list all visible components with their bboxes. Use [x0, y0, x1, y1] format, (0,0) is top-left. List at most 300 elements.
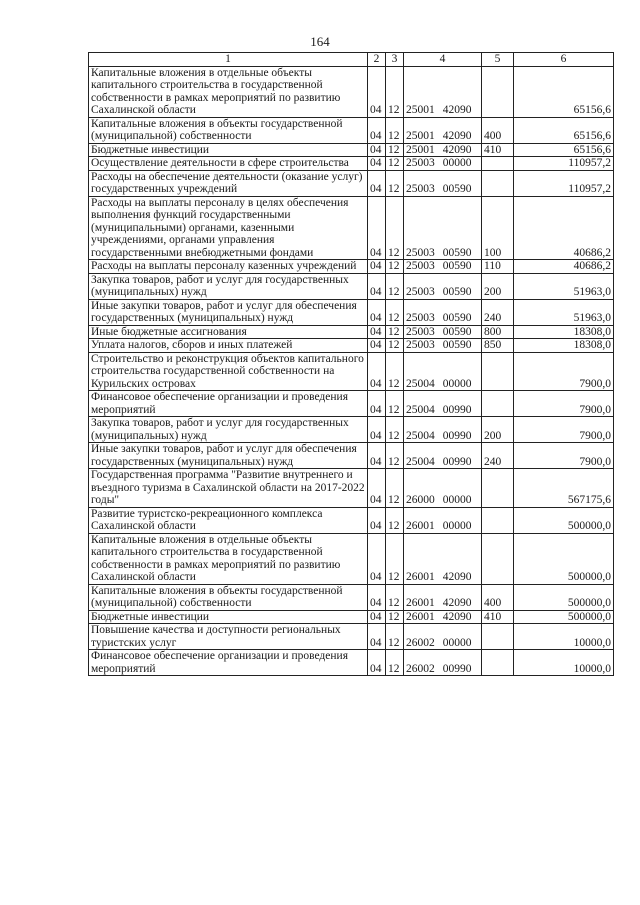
item-name	[89, 650, 368, 676]
table-row	[89, 170, 614, 196]
cell-text-c2: 04	[370, 260, 382, 272]
subsection-code	[386, 469, 404, 508]
table-row	[89, 469, 614, 508]
expense-type-code	[482, 584, 514, 610]
cell-text-dir: 00590	[442, 183, 472, 195]
cell-text-amount: 7900,0	[579, 455, 611, 468]
cell-text-c2: 04	[370, 597, 382, 609]
amount-value	[514, 260, 614, 274]
target-article-code	[404, 143, 482, 157]
item-name	[89, 260, 368, 274]
subsection-code	[386, 352, 404, 391]
cell-text-name: Государственная программа "Развитие внутреннего и въездного туризма в Сахалинской области на 2017-2022 годы"	[91, 469, 365, 506]
target-article-code	[404, 610, 482, 624]
cell-text-c5: 100	[484, 246, 502, 259]
section-code	[368, 443, 386, 469]
expense-type-code	[482, 391, 514, 417]
cell-text-prog: 26001	[406, 597, 435, 609]
item-name	[89, 117, 368, 143]
table-row	[89, 417, 614, 443]
target-article-code	[404, 273, 482, 299]
section-code	[368, 533, 386, 584]
section-code	[368, 352, 386, 391]
table-row	[89, 507, 614, 533]
cell-text-dir: 42090	[442, 130, 472, 142]
cell-text-name: Осуществление деятельности в сфере строительства	[91, 157, 349, 169]
item-name	[89, 391, 368, 417]
subsection-code	[386, 143, 404, 157]
subsection-code	[386, 650, 404, 676]
cell-text-c2: 04	[370, 571, 382, 583]
section-code	[368, 507, 386, 533]
target-article-code	[404, 469, 482, 508]
item-name	[89, 533, 368, 584]
subsection-code	[386, 117, 404, 143]
item-name	[89, 610, 368, 624]
cell-text-amount: 567175,6	[567, 494, 611, 506]
section-code	[368, 584, 386, 610]
expense-type-code	[482, 273, 514, 299]
expense-type-code	[482, 352, 514, 391]
cell-text-dir: 00990	[442, 403, 472, 416]
cell-text-prog: 25003	[406, 339, 435, 351]
cell-text-prog: 25003	[406, 183, 435, 195]
cell-text-dir: 00990	[442, 429, 472, 442]
cell-text-name: Капитальные вложения в объекты государственной (муниципальной) собственности	[91, 117, 343, 142]
expense-type-code	[482, 339, 514, 353]
cell-text-name: Финансовое обеспечение организации и проведения мероприятий	[91, 650, 348, 675]
amount-value	[514, 196, 614, 260]
cell-text-name: Иные бюджетные ассигнования	[91, 325, 247, 338]
cell-text-c5: 850	[484, 339, 502, 351]
cell-text-amount: 18308,0	[573, 339, 611, 351]
amount-value	[514, 299, 614, 325]
cell-text-prog: 25003	[406, 286, 435, 298]
cell-text-c2: 04	[370, 104, 382, 116]
cell-text-prog: 26002	[406, 662, 435, 675]
cell-text-c3: 12	[388, 246, 400, 259]
cell-text-dir: 00590	[442, 246, 472, 259]
cell-text-prog: 25003	[406, 312, 435, 324]
cell-text-dir: 00590	[442, 312, 472, 324]
subsection-code	[386, 157, 404, 171]
cell-text-c2: 04	[370, 246, 382, 259]
cell-text-amount: 500000,0	[567, 520, 611, 532]
cell-text-name: Финансовое обеспечение организации и проведения мероприятий	[91, 391, 348, 416]
target-article-code	[404, 170, 482, 196]
cell-text-dir: 00590	[442, 286, 472, 298]
amount-value	[514, 443, 614, 469]
cell-text-dir: 00000	[442, 157, 472, 169]
cell-text-c2: 04	[370, 130, 382, 142]
cell-text-amount: 18308,0	[573, 325, 611, 338]
section-code	[368, 624, 386, 650]
cell-text-c3: 12	[388, 183, 400, 195]
header-cell: 1	[89, 53, 368, 67]
cell-text-amount: 40686,2	[573, 260, 611, 272]
cell-text-dir: 00000	[442, 377, 472, 390]
cell-text-c2: 04	[370, 377, 382, 390]
cell-text-c3: 12	[388, 571, 400, 583]
section-code	[368, 325, 386, 339]
table-row	[89, 624, 614, 650]
cell-text-name: Иные закупки товаров, работ и услуг для обеспечения государственных (муниципальных) нужд	[91, 299, 357, 324]
cell-text-c2: 04	[370, 143, 382, 156]
cell-text-c2: 04	[370, 403, 382, 416]
table-row	[89, 352, 614, 391]
section-code	[368, 143, 386, 157]
cell-text-c2: 04	[370, 610, 382, 623]
subsection-code	[386, 273, 404, 299]
cell-text-c3: 12	[388, 520, 400, 532]
cell-text-prog: 25001	[406, 143, 435, 156]
header-cell: 6	[514, 53, 614, 67]
expense-type-code	[482, 417, 514, 443]
cell-text-c3: 12	[388, 597, 400, 609]
table-row	[89, 339, 614, 353]
cell-text-dir: 42090	[442, 104, 472, 116]
target-article-code	[404, 66, 482, 117]
table-row	[89, 610, 614, 624]
subsection-code	[386, 391, 404, 417]
section-code	[368, 117, 386, 143]
cell-text-c3: 12	[388, 455, 400, 468]
table-row	[89, 117, 614, 143]
target-article-code	[404, 624, 482, 650]
cell-text-name: Бюджетные инвестиции	[91, 610, 210, 623]
cell-text-c3: 12	[388, 130, 400, 142]
item-name	[89, 584, 368, 610]
table-row	[89, 196, 614, 260]
amount-value	[514, 469, 614, 508]
section-code	[368, 66, 386, 117]
cell-text-c2: 04	[370, 325, 382, 338]
cell-text-prog: 25004	[406, 377, 435, 390]
amount-value	[514, 157, 614, 171]
cell-text-name: Развитие туристско-рекреационного комплекса Сахалинской области	[91, 507, 323, 532]
amount-value	[514, 533, 614, 584]
expense-type-code	[482, 260, 514, 274]
item-name	[89, 66, 368, 117]
target-article-code	[404, 417, 482, 443]
cell-text-amount: 10000,0	[573, 662, 611, 675]
item-name	[89, 339, 368, 353]
cell-text-c2: 04	[370, 339, 382, 351]
cell-text-c2: 04	[370, 286, 382, 298]
cell-text-name: Капитальные вложения в объекты государственной (муниципальной) собственности	[91, 584, 343, 609]
subsection-code	[386, 533, 404, 584]
subsection-code	[386, 196, 404, 260]
cell-text-name: Расходы на выплаты персоналу в целях обеспечения выполнения функций государственными (муниципальными) органами, казенными учреждениями, органами управления государственными внебюджетными фондами	[91, 196, 349, 259]
section-code	[368, 339, 386, 353]
expense-type-code	[482, 299, 514, 325]
amount-value	[514, 170, 614, 196]
target-article-code	[404, 260, 482, 274]
cell-text-name: Расходы на выплаты персоналу казенных учреждений	[91, 260, 357, 272]
cell-text-prog: 25004	[406, 455, 435, 468]
cell-text-dir: 00000	[442, 494, 472, 506]
table-row	[89, 650, 614, 676]
cell-text-name: Капитальные вложения в отдельные объекты капитального строительства в государственной собственности в рамках мероприятий по развитию Сахалинской области	[91, 533, 341, 583]
subsection-code	[386, 325, 404, 339]
cell-text-prog: 26001	[406, 610, 435, 623]
amount-value	[514, 273, 614, 299]
target-article-code	[404, 117, 482, 143]
amount-value	[514, 325, 614, 339]
target-article-code	[404, 325, 482, 339]
cell-text-dir: 00590	[442, 325, 472, 338]
target-article-code	[404, 443, 482, 469]
cell-text-c3: 12	[388, 636, 400, 649]
cell-text-dir: 00990	[442, 662, 472, 675]
cell-text-c3: 12	[388, 286, 400, 298]
target-article-code	[404, 339, 482, 353]
cell-text-c3: 12	[388, 403, 400, 416]
cell-text-c3: 12	[388, 377, 400, 390]
cell-text-c2: 04	[370, 157, 382, 169]
section-code	[368, 196, 386, 260]
cell-text-c2: 04	[370, 636, 382, 649]
section-code	[368, 273, 386, 299]
target-article-code	[404, 584, 482, 610]
cell-text-prog: 26002	[406, 636, 435, 649]
item-name	[89, 624, 368, 650]
cell-text-amount: 500000,0	[567, 571, 611, 583]
table-row	[89, 443, 614, 469]
amount-value	[514, 417, 614, 443]
target-article-code	[404, 157, 482, 171]
header-cell: 5	[482, 53, 514, 67]
cell-text-amount: 7900,0	[579, 403, 611, 416]
cell-text-name: Строительство и реконструкция объектов капитального строительства государственной собственности на Курильских островах	[91, 352, 364, 390]
section-code	[368, 157, 386, 171]
cell-text-c5: 240	[484, 455, 502, 468]
cell-text-dir: 00000	[442, 636, 472, 649]
cell-text-amount: 65156,6	[573, 130, 611, 142]
subsection-code	[386, 443, 404, 469]
amount-value	[514, 584, 614, 610]
cell-text-c5: 800	[484, 325, 502, 338]
item-name	[89, 325, 368, 339]
table-row	[89, 66, 614, 117]
header-cell: 4	[404, 53, 482, 67]
cell-text-amount: 51963,0	[573, 312, 611, 324]
section-code	[368, 299, 386, 325]
cell-text-prog: 25003	[406, 246, 435, 259]
cell-text-prog: 26001	[406, 520, 435, 532]
cell-text-dir: 00590	[442, 339, 472, 351]
cell-text-amount: 7900,0	[579, 377, 611, 390]
table-row	[89, 299, 614, 325]
section-code	[368, 650, 386, 676]
item-name	[89, 352, 368, 391]
cell-text-c5: 410	[484, 143, 502, 156]
cell-text-c3: 12	[388, 312, 400, 324]
table-body	[89, 66, 614, 676]
cell-text-c2: 04	[370, 312, 382, 324]
cell-text-c3: 12	[388, 143, 400, 156]
expense-type-code	[482, 143, 514, 157]
expense-type-code	[482, 66, 514, 117]
cell-text-name: Бюджетные инвестиции	[91, 143, 210, 156]
expense-type-code	[482, 443, 514, 469]
section-code	[368, 391, 386, 417]
item-name	[89, 273, 368, 299]
target-article-code	[404, 507, 482, 533]
cell-text-c3: 12	[388, 494, 400, 506]
cell-text-name: Капитальные вложения в отдельные объекты капитального строительства в государственной собственности в рамках мероприятий по развитию Сахалинской области	[91, 66, 341, 116]
expense-type-code	[482, 610, 514, 624]
cell-text-c5: 200	[484, 286, 502, 298]
cell-text-amount: 110957,2	[568, 157, 611, 169]
item-name	[89, 443, 368, 469]
table-row	[89, 533, 614, 584]
header-cell: 2	[368, 53, 386, 67]
cell-text-dir: 42090	[442, 143, 472, 156]
expense-type-code	[482, 196, 514, 260]
amount-value	[514, 650, 614, 676]
budget-table	[88, 52, 614, 676]
subsection-code	[386, 610, 404, 624]
cell-text-amount: 10000,0	[573, 636, 611, 649]
item-name	[89, 196, 368, 260]
item-name	[89, 507, 368, 533]
target-article-code	[404, 196, 482, 260]
header-row	[89, 53, 614, 67]
amount-value	[514, 117, 614, 143]
item-name	[89, 469, 368, 508]
cell-text-c3: 12	[388, 104, 400, 116]
cell-text-dir: 00000	[442, 520, 472, 532]
cell-text-c3: 12	[388, 662, 400, 675]
cell-text-prog: 25004	[406, 403, 435, 416]
target-article-code	[404, 391, 482, 417]
cell-text-dir: 00990	[442, 455, 472, 468]
cell-text-name: Закупка товаров, работ и услуг для государственных (муниципальных) нужд	[91, 417, 349, 442]
cell-text-dir: 00590	[442, 260, 472, 272]
expense-type-code	[482, 624, 514, 650]
cell-text-amount: 500000,0	[567, 610, 611, 623]
cell-text-prog: 25001	[406, 104, 435, 116]
cell-text-prog: 25003	[406, 260, 435, 272]
subsection-code	[386, 507, 404, 533]
cell-text-amount: 500000,0	[567, 597, 611, 609]
cell-text-c2: 04	[370, 183, 382, 195]
cell-text-prog: 26001	[406, 571, 435, 583]
section-code	[368, 469, 386, 508]
subsection-code	[386, 339, 404, 353]
target-article-code	[404, 299, 482, 325]
amount-value	[514, 624, 614, 650]
cell-text-c2: 04	[370, 494, 382, 506]
section-code	[368, 417, 386, 443]
table-row	[89, 584, 614, 610]
cell-text-c5: 400	[484, 130, 502, 142]
amount-value	[514, 352, 614, 391]
cell-text-dir: 42090	[442, 597, 472, 609]
item-name	[89, 157, 368, 171]
amount-value	[514, 339, 614, 353]
table-row	[89, 325, 614, 339]
table-row	[89, 260, 614, 274]
cell-text-amount: 7900,0	[579, 429, 611, 442]
cell-text-c5: 400	[484, 597, 502, 609]
cell-text-amount: 65156,6	[573, 104, 611, 116]
cell-text-c3: 12	[388, 429, 400, 442]
cell-text-name: Закупка товаров, работ и услуг для государственных (муниципальных) нужд	[91, 273, 349, 298]
table-row	[89, 391, 614, 417]
expense-type-code	[482, 507, 514, 533]
item-name	[89, 143, 368, 157]
cell-text-amount: 40686,2	[573, 246, 611, 259]
cell-text-c5: 110	[484, 260, 501, 272]
cell-text-c3: 12	[388, 325, 400, 338]
cell-text-prog: 25003	[406, 157, 435, 169]
subsection-code	[386, 584, 404, 610]
cell-text-c5: 240	[484, 312, 502, 324]
cell-text-c3: 12	[388, 157, 400, 169]
subsection-code	[386, 66, 404, 117]
expense-type-code	[482, 469, 514, 508]
cell-text-c5: 200	[484, 429, 502, 442]
cell-text-prog: 25004	[406, 429, 435, 442]
subsection-code	[386, 299, 404, 325]
cell-text-c3: 12	[388, 339, 400, 351]
cell-text-name: Расходы на обеспечение деятельности (оказание услуг) государственных учреждений	[91, 170, 363, 195]
cell-text-c3: 12	[388, 610, 400, 623]
amount-value	[514, 66, 614, 117]
cell-text-dir: 42090	[442, 571, 472, 583]
cell-text-name: Уплата налогов, сборов и иных платежей	[91, 339, 293, 351]
cell-text-name: Иные закупки товаров, работ и услуг для обеспечения государственных (муниципальных) нужд	[91, 443, 357, 468]
amount-value	[514, 391, 614, 417]
subsection-code	[386, 260, 404, 274]
cell-text-c3: 12	[388, 260, 400, 272]
target-article-code	[404, 352, 482, 391]
section-code	[368, 170, 386, 196]
target-article-code	[404, 533, 482, 584]
header-cell: 3	[386, 53, 404, 67]
page-number: 164	[310, 34, 330, 49]
item-name	[89, 299, 368, 325]
cell-text-c2: 04	[370, 520, 382, 532]
subsection-code	[386, 417, 404, 443]
cell-text-prog: 25003	[406, 325, 435, 338]
cell-text-c2: 04	[370, 455, 382, 468]
cell-text-prog: 26000	[406, 494, 435, 506]
cell-text-amount: 110957,2	[568, 183, 611, 195]
cell-text-amount: 65156,6	[573, 143, 611, 156]
amount-value	[514, 610, 614, 624]
cell-text-prog: 25001	[406, 130, 435, 142]
table-row	[89, 157, 614, 171]
table-row	[89, 143, 614, 157]
section-code	[368, 610, 386, 624]
section-code	[368, 260, 386, 274]
cell-text-c5: 410	[484, 610, 502, 623]
item-name	[89, 170, 368, 196]
subsection-code	[386, 170, 404, 196]
item-name	[89, 417, 368, 443]
cell-text-amount: 51963,0	[573, 286, 611, 298]
expense-type-code	[482, 157, 514, 171]
cell-text-c2: 04	[370, 429, 382, 442]
expense-type-code	[482, 533, 514, 584]
target-article-code	[404, 650, 482, 676]
expense-type-code	[482, 650, 514, 676]
table-row	[89, 273, 614, 299]
expense-type-code	[482, 325, 514, 339]
